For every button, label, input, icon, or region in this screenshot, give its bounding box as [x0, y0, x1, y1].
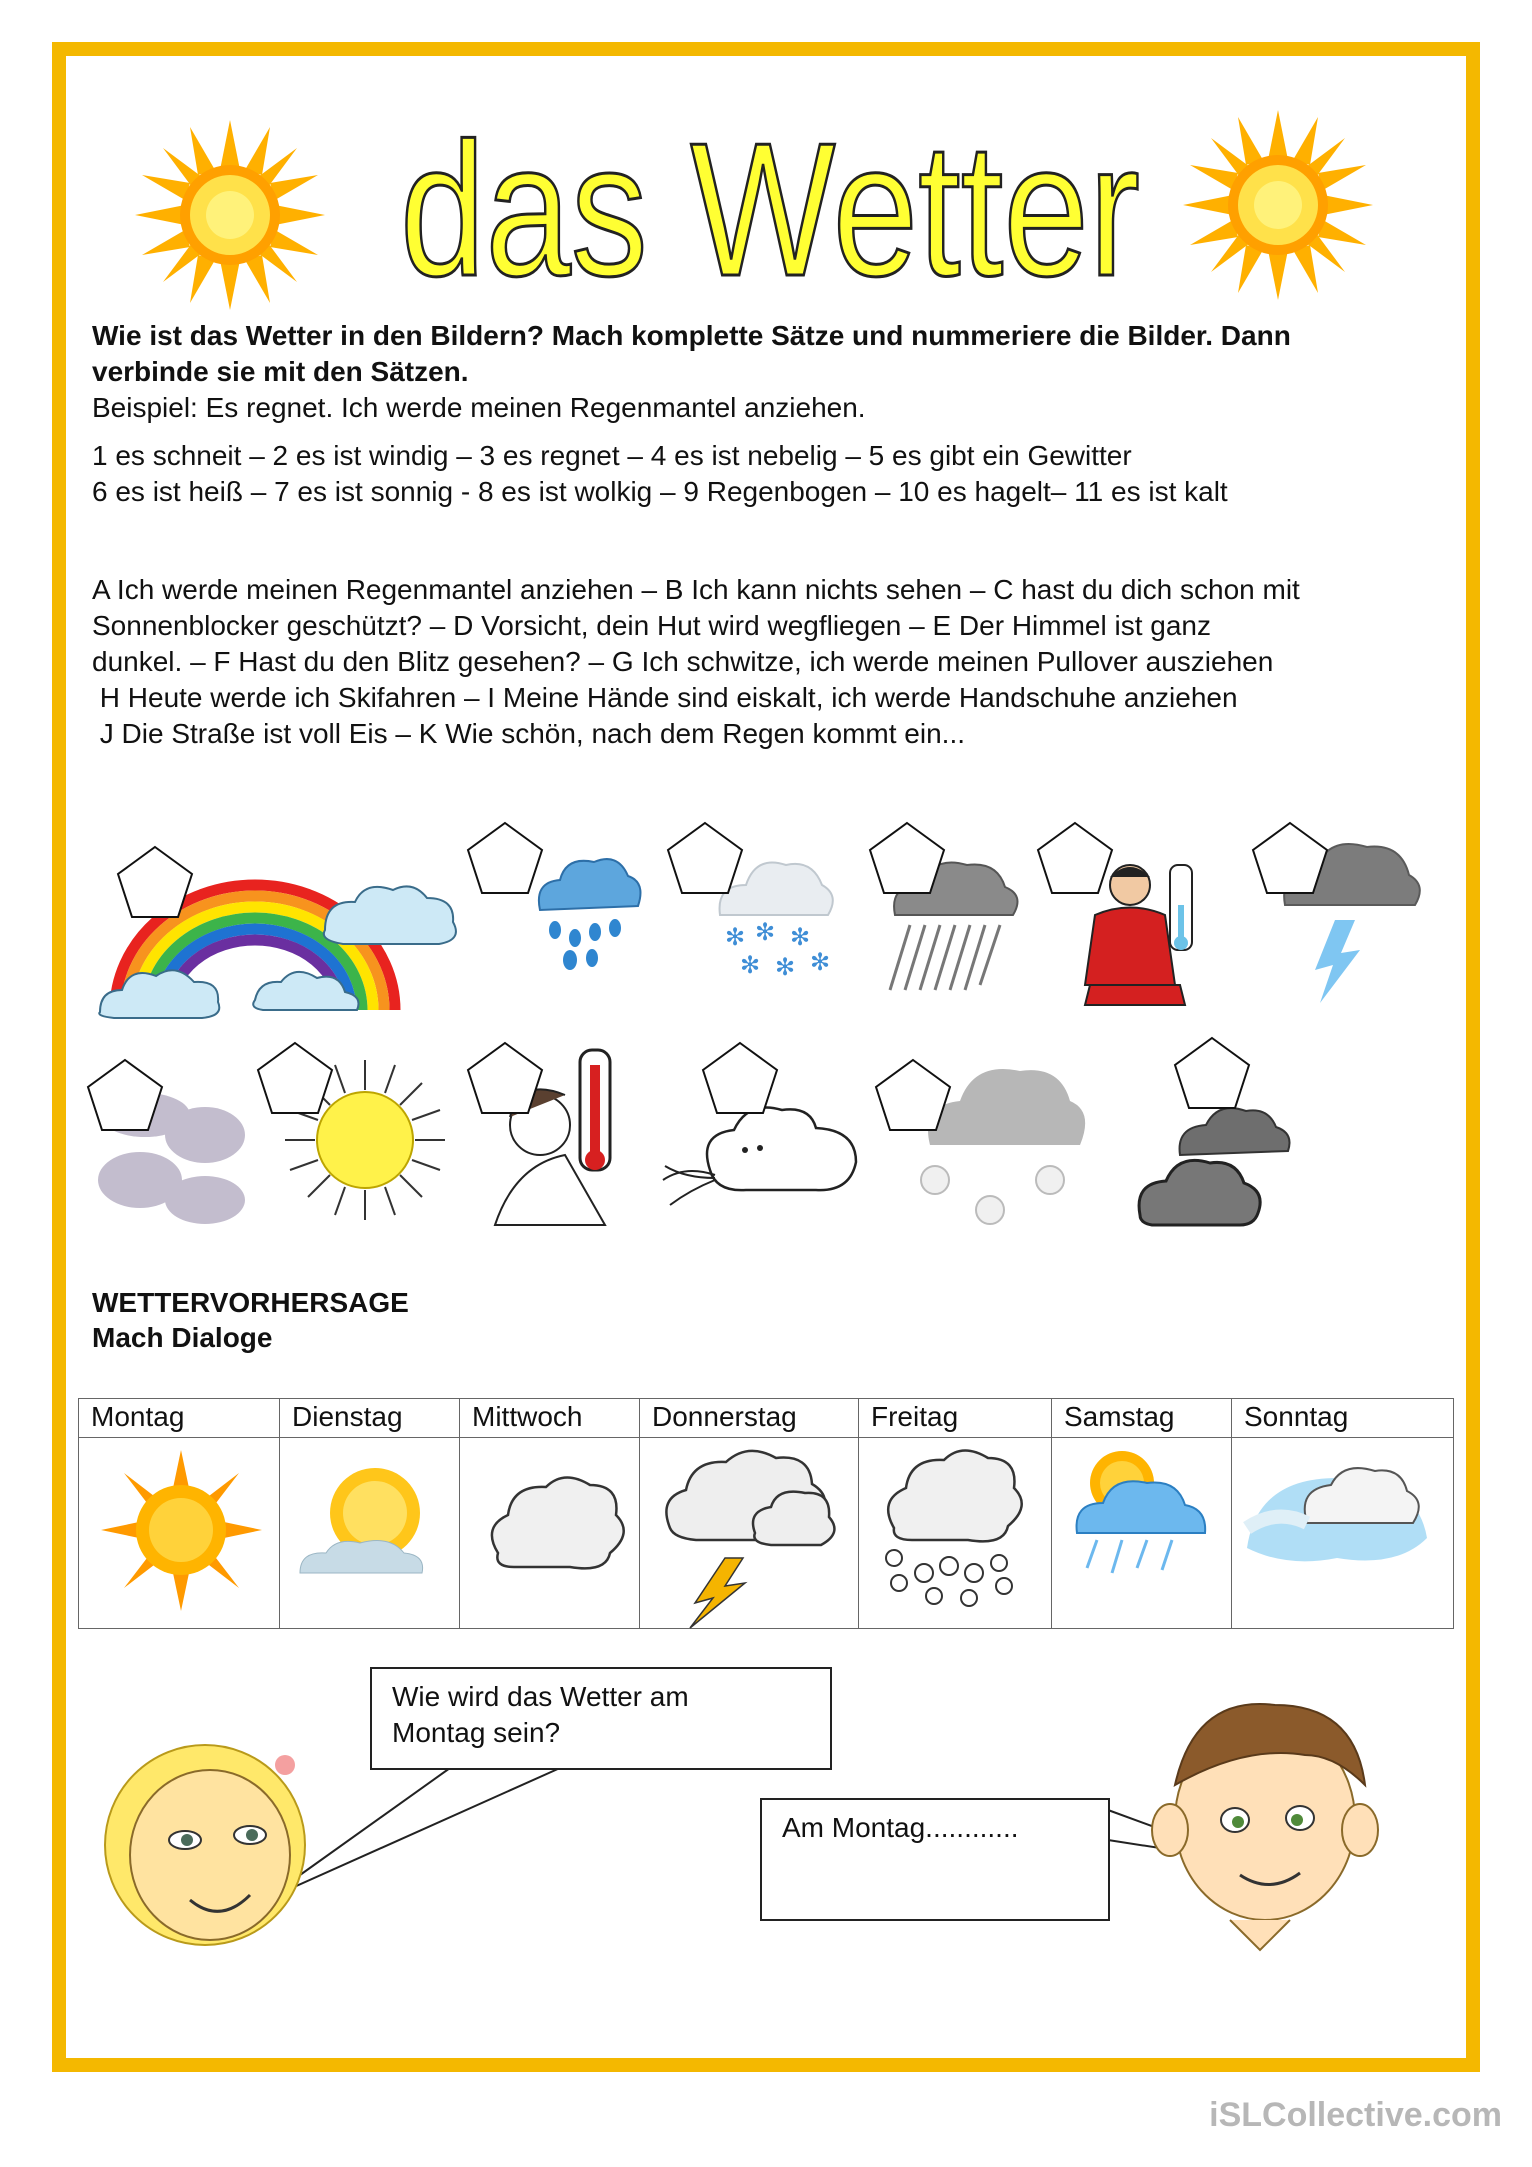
number-pentagon-input[interactable]: [115, 844, 195, 920]
boy-face-icon: [1140, 1690, 1390, 1960]
number-pentagon-input[interactable]: [1035, 820, 1115, 896]
instruction-line-1: Wie ist das Wetter in den Bildern? Mach komplette Sätze und nummeriere die Bilder. Dann: [92, 320, 1291, 351]
svg-text:✻: ✻: [810, 948, 831, 976]
question-bubble: [370, 1667, 832, 1770]
question-text-line-1: Wie wird das Wetter am: [392, 1681, 689, 1712]
page-title: [390, 104, 1150, 316]
svg-text:✻: ✻: [790, 923, 811, 951]
question-text-line-2: Montag sein?: [392, 1717, 561, 1748]
answer-bubble: [760, 1798, 1110, 1921]
sun-icon: [99, 1448, 264, 1613]
day-header: Donnerstag: [640, 1399, 859, 1438]
number-pentagon-input[interactable]: [465, 1040, 545, 1116]
forecast-table: [78, 1398, 1454, 1629]
svg-text:✻: ✻: [755, 918, 776, 946]
number-pentagon-input[interactable]: [700, 1040, 780, 1116]
sun-cloud-icon: [290, 1443, 440, 1593]
forecast-subheading: Mach Dialoge: [92, 1322, 273, 1353]
number-pentagon-input[interactable]: [255, 1040, 335, 1116]
svg-text:das Wetter: das Wetter: [400, 104, 1140, 316]
sun-rain-icon: [1067, 1438, 1217, 1588]
number-pentagon-input[interactable]: [85, 1057, 165, 1133]
day-header: Dienstag: [280, 1399, 460, 1438]
number-pentagon-input[interactable]: [867, 820, 947, 896]
forecast-heading: WETTERVORHERSAGE: [92, 1287, 409, 1318]
day-header: Freitag: [859, 1399, 1052, 1438]
day-header: Samstag: [1052, 1399, 1232, 1438]
instruction-line-2: verbinde sie mit den Sätzen.: [92, 356, 469, 387]
svg-text:✻: ✻: [775, 953, 796, 981]
cloud-icon: [478, 1473, 628, 1583]
number-pentagon-input[interactable]: [1172, 1035, 1252, 1111]
example-sentence: Beispiel: Es regnet. Ich werde meinen Regenmantel anziehen.: [92, 392, 866, 423]
girl-face-icon: [90, 1725, 320, 1960]
sentence-line: dunkel. – F Hast du den Blitz gesehen? – G Ich schwitze, ich werde meinen Pullover ausziehen: [92, 646, 1274, 677]
sentence-line: Sonnenblocker geschützt? – D Vorsicht, dein Hut wird wegfliegen – E Der Himmel ist ganz: [92, 610, 1211, 641]
footer-watermark: iSLCollective.com: [1209, 2096, 1502, 2134]
sun-icon: [1178, 105, 1378, 305]
number-pentagon-input[interactable]: [665, 820, 745, 896]
svg-text:✻: ✻: [725, 923, 746, 951]
sentence-line: A Ich werde meinen Regenmantel anziehen – B Ich kann nichts sehen – C hast du dich schon mit: [92, 574, 1300, 605]
sun-icon: [130, 115, 330, 315]
hail-icon: [874, 1438, 1034, 1613]
dark-clouds-icon: [1135, 1105, 1295, 1230]
rain-cloud-icon: [530, 850, 640, 980]
sentence-line: H Heute werde ich Skifahren – I Meine Hände sind eiskalt, ich werde Handschuhe anziehen: [92, 682, 1238, 713]
answer-text: Am Montag............: [782, 1812, 1019, 1843]
svg-text:✻: ✻: [740, 951, 761, 979]
day-header: Mittwoch: [460, 1399, 640, 1438]
number-pentagon-input[interactable]: [873, 1057, 953, 1133]
wind-cloud-icon: [660, 1100, 865, 1210]
numbered-list-line-2: 6 es ist heiß – 7 es ist sonnig - 8 es ist wolkig – 9 Regenbogen – 10 es hagelt– 11 es ist kalt: [92, 476, 1228, 507]
sentence-line: J Die Straße ist voll Eis – K Wie schön, nach dem Regen kommt ein...: [92, 718, 966, 749]
number-pentagon-input[interactable]: [1250, 820, 1330, 896]
day-header: Sonntag: [1232, 1399, 1454, 1438]
numbered-list-line-1: 1 es schneit – 2 es ist windig – 3 es regnet – 4 es ist nebelig – 5 es gibt ein Gewitter: [92, 440, 1132, 471]
day-header: Montag: [79, 1399, 280, 1438]
wind-icon: [1237, 1438, 1432, 1588]
number-pentagon-input[interactable]: [465, 820, 545, 896]
